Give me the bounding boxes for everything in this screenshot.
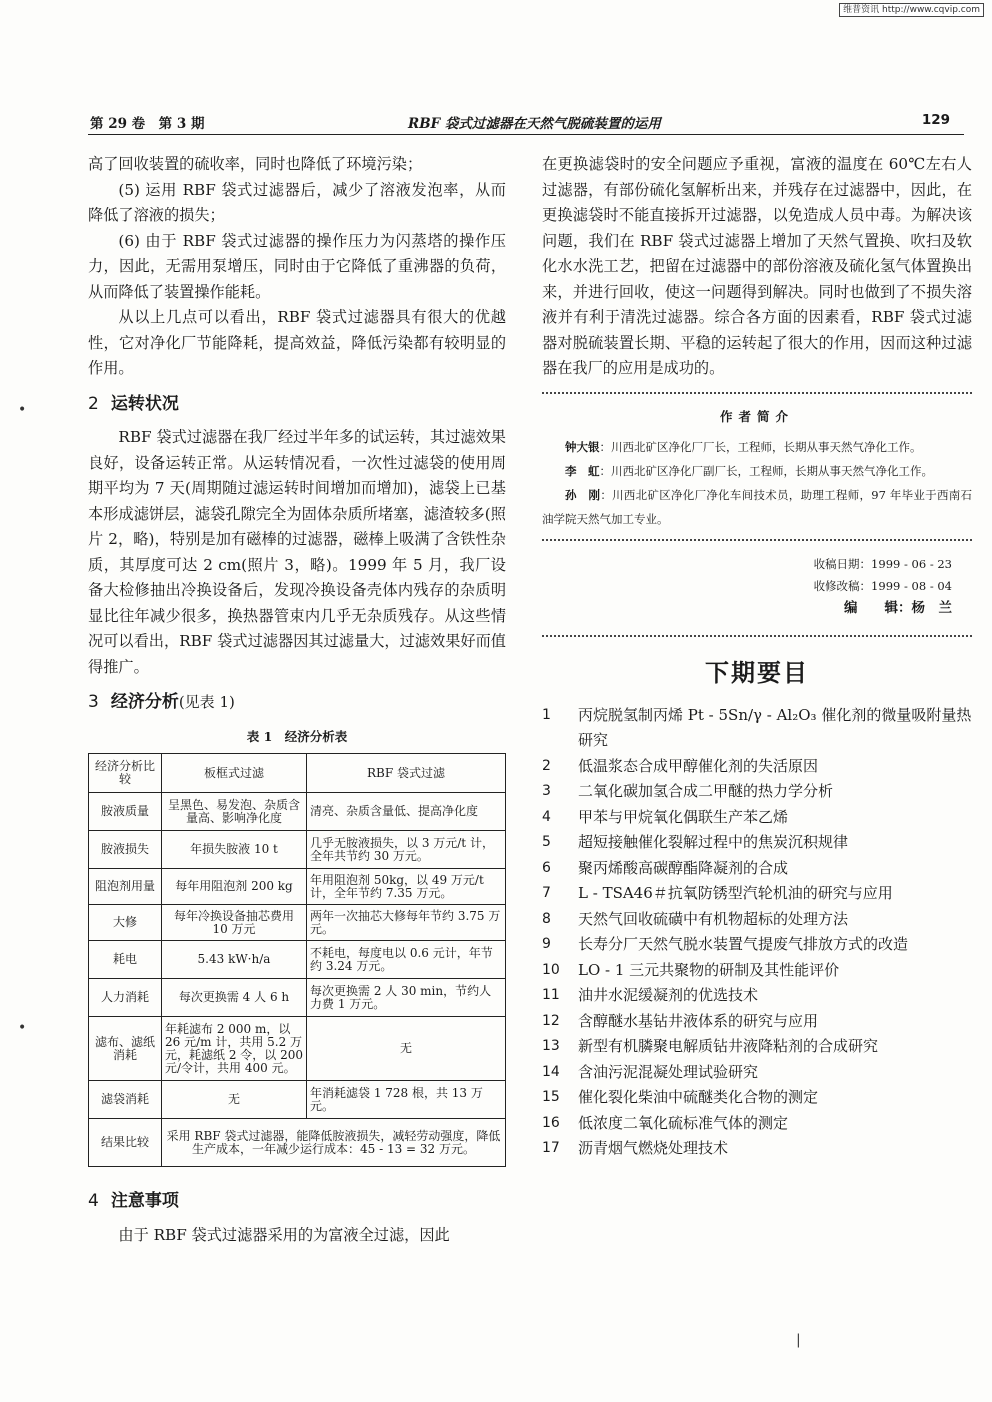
table-cell: 每年冷换设备抽芯费用 10 万元: [162, 905, 307, 941]
item-number: 16: [542, 1114, 560, 1131]
table-cell: 每次更换需 2 人 30 min，节约人力费 1 万元。: [307, 979, 506, 1017]
table-cell: 无: [307, 1017, 506, 1081]
dotted-divider: [542, 539, 972, 543]
table-row: [89, 1081, 506, 1119]
author-bio: [542, 483, 972, 531]
section-title: 经济分析: [110, 692, 179, 712]
left-column: [88, 152, 506, 1248]
volume-issue: 第 29 卷 第 3 期: [90, 116, 205, 132]
table-cell: 不耗电，每度电以 0.6 元计，年节约 3.24 万元。: [307, 941, 506, 979]
item-number: 15: [542, 1089, 560, 1105]
paragraph: 从以上几点可以看出，RBF 袋式过滤器具有很大的优越性，它对净化厂节能降耗，提高效益，降低污染都有较明显的作用。: [88, 308, 506, 377]
section-heading-3: [88, 690, 506, 716]
table-row: [89, 941, 506, 979]
item-number: 12: [542, 1012, 560, 1029]
list-item: [542, 830, 972, 856]
section-subtitle: (见表 1): [178, 693, 235, 711]
table-cell: 结果比较: [89, 1119, 162, 1167]
item-number: 17: [542, 1140, 560, 1156]
paragraph: (5) 运用 RBF 袋式过滤器后，减少了溶液发泡率，从而降低了溶液的损失；: [88, 180, 506, 224]
list-item: [542, 805, 972, 831]
table-cell: 无: [162, 1081, 307, 1119]
item-title: 聚丙烯酸高碳醇酯降凝剂的合成: [578, 858, 789, 877]
table-row: [89, 1017, 506, 1081]
next-issue-title: 下期要目: [705, 659, 809, 687]
item-number: 2: [542, 757, 551, 774]
item-number: 9: [542, 936, 551, 952]
table-row: [89, 793, 506, 831]
table-cell: 年消耗滤袋 1 728 根，共 13 万元。: [307, 1081, 506, 1119]
item-title: 长寿分厂天然气脱水装置气提废气排放方式的改造: [578, 935, 909, 953]
item-title: 二氧化碳加氢合成二甲醚的热力学分析: [578, 782, 834, 800]
table-cell: 两年一次抽芯大修每年节约 3.75 万元。: [307, 905, 506, 941]
item-title: L - TSA46＃抗氧防锈型汽轮机油的研究与应用: [578, 884, 893, 902]
item-number: 6: [542, 859, 551, 876]
item-title: 新型有机膦聚电解质钻井液降粘剂的合成研究: [578, 1037, 879, 1055]
table-cell: 年耗滤布 2 000 m，以 26 元/m 计，共用 5.2 万元，耗滤纸 2 令，以 200 元/令计，共用 400 元。: [162, 1017, 307, 1081]
item-title: 天然气回收硫磺中有机物超标的处理方法: [578, 909, 849, 928]
item-title: 甲苯与甲烷氧化偶联生产苯乙烯: [578, 807, 789, 826]
author-bio: [542, 435, 972, 459]
list-item: [542, 1111, 972, 1137]
author-desc: ：川西北矿区净化厂厂长，工程师，长期从事天然气净化工作。: [599, 440, 922, 454]
item-number: 1: [542, 706, 551, 723]
table-row: [89, 869, 506, 905]
author-bio: [542, 459, 972, 483]
item-number: 13: [542, 1038, 560, 1054]
list-item: [542, 754, 972, 780]
list-item: [542, 958, 972, 984]
paragraph: RBF 袋式过滤器在我厂经过半年多的试运转，其过滤效果良好，设备运转正常。从运转情况看，一次性过滤袋的使用周期平均为 7 天(周期随过滤运转时间增加而增加)，滤袋上已基本形成滤饼层，滤袋孔隙完全为固体杂质所堵塞，滤渣较多(照片 2，略)，特别是加有磁棒的过滤器，磁棒上吸满了含铁性杂质，其厚度可达 2 cm(照片 3，略)。1999 年 5 月，我厂设备大检修抽出冷换设备后，发现冷换设备壳体内残存的杂质明显比往年减少很多，换热器管束内几乎无杂质残存。从这些情况可以看出，RBF 袋式过滤器因其过滤量大，过滤效果好而值得推广。: [88, 428, 506, 676]
table-cell: 5.43 kW·h/a: [162, 941, 307, 979]
item-number: 10: [542, 961, 560, 978]
article-dates: [542, 553, 952, 619]
item-title: 油井水泥缓凝剂的优选技术: [578, 986, 759, 1004]
item-number: 4: [542, 808, 551, 825]
item-title: 沥青烟气燃烧处理技术: [578, 1139, 729, 1157]
item-title: 催化裂化柴油中硫醚类化合物的测定: [578, 1088, 819, 1106]
item-number: 14: [542, 1063, 560, 1080]
table-row: [89, 979, 506, 1017]
scan-mark: |: [796, 1332, 801, 1348]
section-title: 注意事项: [110, 1191, 179, 1211]
scan-mark: •: [18, 402, 27, 418]
table-cell: 阻泡剂用量: [89, 869, 162, 905]
table-header: 经济分析比较: [89, 754, 162, 793]
list-item: [542, 856, 972, 882]
item-number: 5: [542, 834, 551, 850]
paragraph: 在更换滤袋时的安全问题应予重视，富液的温度在 60℃左右人过滤器，有部份硫化氢解析出来，并残存在过滤器中，因此，在更换滤袋时不能直接拆开过滤器，以免造成人员中毒。为解决该问题，我们在 RBF 袋式过滤器上增加了天然气置换、吹扫及软化水水洗工艺，把留在过滤器中的部份溶液及硫化氢气体置换出来，并进行回收，使这一问题得到解决。同时也做到了不损失溶液并有利于清洗过滤器。综合各方面的因素看，RBF 袋式过滤器对脱硫装置长期、平稳的运转起了很大的作用，因而这种过滤器在我厂的应用是成功的。: [542, 155, 972, 377]
table-cell: 大修: [89, 905, 162, 941]
list-item: [542, 983, 972, 1009]
table-cell: 每次更换需 4 人 6 h: [162, 979, 307, 1017]
item-number: 3: [542, 783, 551, 799]
dotted-divider: [542, 635, 972, 639]
table-caption: 表 1 经济分析表: [246, 728, 348, 744]
list-item: [542, 779, 972, 805]
section-number: 3: [88, 692, 99, 712]
item-title: 含油污泥混凝处理试验研究: [578, 1062, 759, 1081]
list-item: [542, 907, 972, 933]
list-item: [542, 1085, 972, 1111]
table-cell: 胺液质量: [89, 793, 162, 831]
paragraph: (6) 由于 RBF 袋式过滤器的操作压力为闪蒸塔的操作压力，因此，无需用泵增压，同时由于它降低了重沸器的负荷，从而降低了装置操作能耗。: [88, 231, 506, 301]
page-number: 129: [921, 112, 950, 128]
list-item: [542, 1060, 972, 1086]
table-cell: 几乎无胺液损失，以 3 万元/t 计，全年共节约 30 万元。: [307, 831, 506, 869]
table-row: [89, 831, 506, 869]
table-header: RBF 袋式过滤: [307, 754, 506, 793]
item-number: 11: [542, 987, 560, 1003]
dotted-divider: [542, 392, 972, 396]
table-cell: 清亮、杂质含量低、提高净化度: [307, 793, 506, 831]
scan-mark: •: [18, 1020, 27, 1036]
item-title: 含醇醚水基钻井液体系的研究与应用: [578, 1011, 819, 1030]
author-desc: ：川西北矿区净化厂副厂长，工程师，长期从事天然气净化工作。: [599, 464, 933, 478]
right-column: [542, 152, 972, 1162]
author-name: 李 虹: [565, 464, 600, 478]
item-title: 低温浆态合成甲醇催化剂的失活原因: [578, 756, 819, 775]
editor: 编 辑：杨 兰: [844, 600, 952, 616]
table-row: [89, 905, 506, 941]
list-item: [542, 1034, 972, 1060]
list-item: [542, 1009, 972, 1035]
received-date: 收稿日期：1999 - 06 - 23: [813, 557, 952, 571]
economic-analysis-table: [88, 753, 506, 1167]
item-title: 丙烷脱氢制丙烯 Pt - 5Sn/γ - Al₂O₃ 催化剂的微量吸附量热研究: [578, 705, 972, 749]
list-item: [542, 703, 972, 754]
section-title: 运转状况: [110, 393, 179, 414]
author-bio-title: 作者简介: [719, 408, 794, 424]
table-row: [89, 1119, 506, 1167]
list-item: [542, 881, 972, 907]
item-title: 低浓度二氧化硫标准气体的测定: [578, 1113, 789, 1132]
author-desc: ：川西北矿区净化厂净化车间技术员，助理工程师，97 年毕业于西南石油学院天然气加工专业。: [542, 488, 972, 526]
table-cell: 耗电: [89, 941, 162, 979]
list-item: [542, 932, 972, 958]
author-name: 钟大银: [565, 440, 600, 454]
table-cell: 人力消耗: [89, 979, 162, 1017]
table-header: 板框式过滤: [162, 754, 307, 793]
table-cell: 年用阻泡剂 50kg，以 49 万元/t 计，全年节约 7.35 万元。: [307, 869, 506, 905]
paragraph: 由于 RBF 袋式过滤器采用的为富液全过滤，因此: [118, 1225, 450, 1244]
running-header: [88, 108, 964, 135]
item-title: LO - 1 三元共聚物的研制及其性能评价: [578, 960, 840, 979]
author-name: 孙 刚: [565, 488, 601, 502]
table-cell: 滤布、滤纸消耗: [89, 1017, 162, 1081]
list-item: [542, 1136, 972, 1162]
item-title: 超短接触催化裂解过程中的焦炭沉积规律: [578, 833, 849, 851]
section-number: 4: [88, 1191, 99, 1211]
paragraph: 高了回收装置的硫收率，同时也降低了环境污染；: [88, 155, 423, 173]
next-issue-list: [542, 703, 972, 1162]
table-cell: 滤袋消耗: [89, 1081, 162, 1119]
section-heading-4: [88, 1189, 506, 1215]
table-cell: 胺液损失: [89, 831, 162, 869]
item-number: 7: [542, 885, 551, 901]
table-cell: 年损失胺液 10 t: [162, 831, 307, 869]
section-heading-2: [88, 392, 506, 418]
table-cell: 每年用阻泡剂 200 kg: [162, 869, 307, 905]
table-cell: 采用 RBF 袋式过滤器，能降低胺液损失，减轻劳动强度，降低生产成本，一年减少运行成本：45 - 13 = 32 万元。: [162, 1119, 506, 1167]
section-number: 2: [88, 393, 99, 414]
item-number: 8: [542, 910, 551, 927]
revised-date: 收修改稿：1999 - 08 - 04: [813, 579, 952, 593]
watermark: 维普资讯 http://www.cqvip.com: [839, 3, 984, 17]
running-title: RBF 袋式过滤器在天然气脱硫装置的运用: [408, 116, 661, 132]
table-cell: 呈黑色、易发泡、杂质含量高、影响净化度: [162, 793, 307, 831]
